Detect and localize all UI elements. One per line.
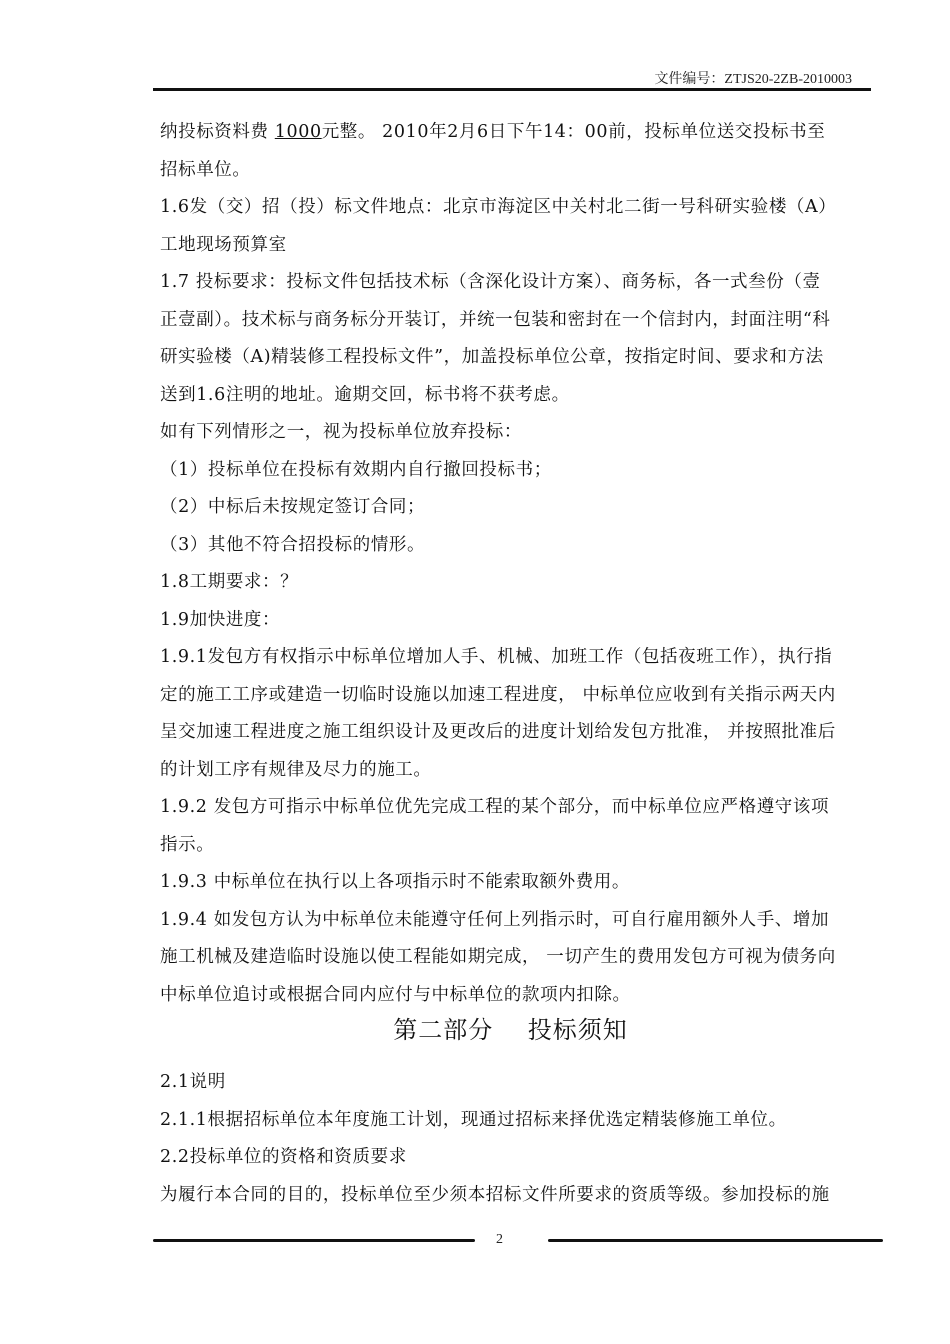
- paragraph-line: （3）其他不符合招投标的情形。: [160, 534, 426, 555]
- footer-divider-right: [548, 1239, 883, 1242]
- paragraph-line: 1.9.4 如发包方认为中标单位未能遵守任何上列指示时，可自行雇用额外人手、增加: [160, 909, 830, 930]
- paragraph-line: 正壹副）。技术标与商务标分开装订，并统一包装和密封在一个信封内，封面注明“科: [160, 309, 831, 330]
- paragraph-line: [160, 114, 868, 152]
- paragraph-line: 定的施工工序或建造一切临时设施以加速工程进度， 中标单位应收到有关指示两天内: [160, 684, 836, 705]
- fee-amount: 1000: [274, 122, 322, 142]
- text-run: 纳投标资料费: [160, 122, 275, 142]
- paragraph-line: 工地现场预算室: [160, 234, 287, 255]
- paragraph-line: 如有下列情形之一，视为投标单位放弃投标：: [160, 422, 522, 442]
- paragraph-line: 施工机械及建造临时设施以使工程能如期完成， 一切产生的费用发包方可视为债务向: [160, 947, 836, 967]
- paragraph-line: （1）投标单位在投标有效期内自行撤回投标书；: [160, 459, 552, 480]
- paragraph-line: 为履行本合同的目的，投标单位至少须本招标文件所要求的资质等级。参加投标的施: [160, 1184, 830, 1205]
- paragraph-line: 2.1说明: [160, 1072, 226, 1092]
- paragraph-line: 2.2投标单位的资格和资质要求: [160, 1147, 407, 1167]
- paragraph-line: 1.9.1发包方有权指示中标单位增加人手、机械、加班工作（包括夜班工作），执行指: [160, 647, 833, 667]
- paragraph-line: （2）中标后未按规定签订合同；: [160, 497, 426, 517]
- document-body: [160, 114, 868, 1014]
- paragraph-line: 研实验楼（A)精装修工程投标文件”，加盖投标单位公章，按指定时间、要求和方法: [160, 347, 824, 367]
- page-number: 2: [496, 1232, 503, 1247]
- paragraph-line: 招标单位。: [160, 159, 251, 180]
- paragraph-line: 呈交加速工程进度之施工组织设计及更改后的进度计划给发包方批准， 并按照批准后: [160, 722, 836, 742]
- footer-divider-left: [153, 1239, 475, 1242]
- paragraph-line: 1.7 投标要求：投标文件包括技术标（含深化设计方案）、商务标，各一式叁份（壹: [160, 272, 821, 292]
- paragraph-line: 1.9.3 中标单位在执行以上各项指示时不能索取额外费用。: [160, 872, 630, 892]
- paragraph-line: 指示。: [160, 834, 215, 855]
- section-body: [160, 1064, 868, 1214]
- paragraph-line: 中标单位追讨或根据合同内应付与中标单位的款项内扣除。: [160, 984, 631, 1005]
- paragraph-line: 的计划工序有规律及尽力的施工。: [160, 759, 432, 780]
- section-heading: 第二部分 投标须知: [393, 1016, 628, 1044]
- paragraph-line: 1.8工期要求：？: [160, 572, 299, 592]
- paragraph-line: 1.6发（交）招（投）标文件地点：北京市海淀区中关村北二街一号科研实验楼（A）: [160, 197, 837, 217]
- paragraph-line: 送到1.6注明的地址。逾期交回，标书将不获考虑。: [160, 384, 570, 405]
- text-run: 元整。 2010年2月6日下午14：00前，投标单位送交投标书至: [321, 122, 826, 142]
- paragraph-line: 1.9.2 发包方可指示中标单位优先完成工程的某个部分，而中标单位应严格遵守该项: [160, 797, 830, 817]
- paragraph-line: 1.9加快进度：: [160, 609, 281, 630]
- header-divider: [153, 88, 871, 91]
- paragraph-line: 2.1.1根据招标单位本年度施工计划，现通过招标来择优选定精装修施工单位。: [160, 1109, 787, 1130]
- document-code: 文件编号：ZTJS20-2ZB-2010003: [654, 72, 852, 87]
